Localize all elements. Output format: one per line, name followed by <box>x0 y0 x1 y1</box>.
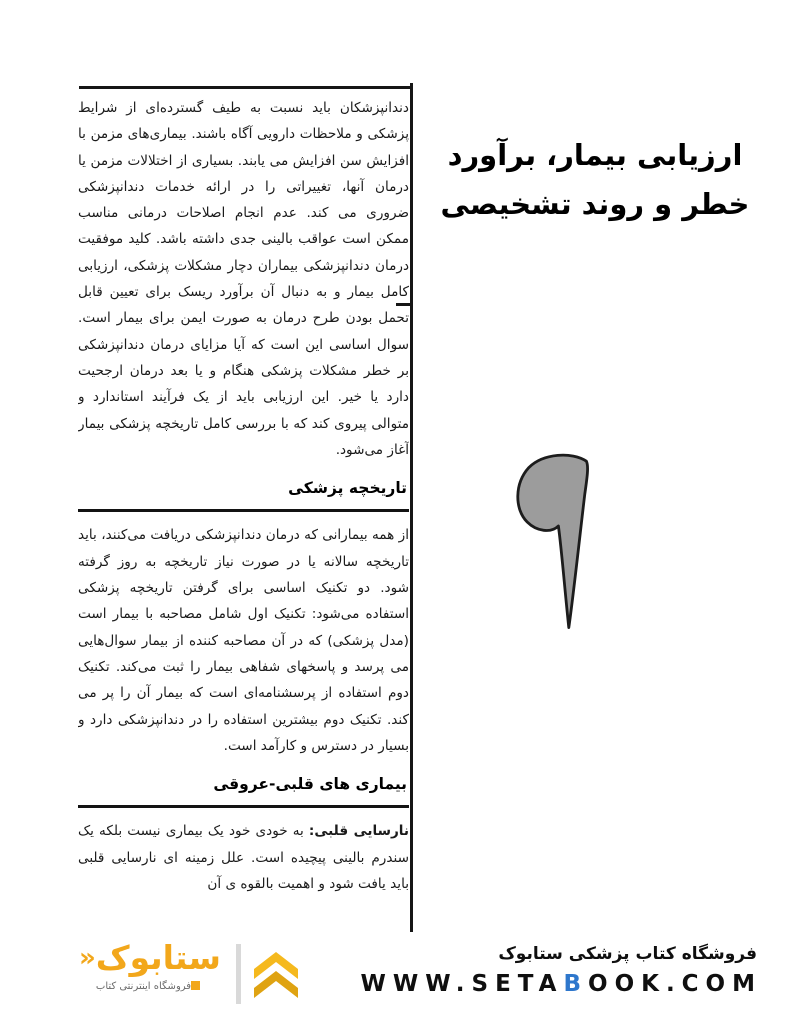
footer-website <box>361 971 762 997</box>
vertical-divider-rule <box>410 83 413 932</box>
website-prefix: WWW.SETA <box>360 971 564 997</box>
website-suffix: OOK.COM <box>588 971 762 997</box>
setabook-logo-wordmark <box>74 938 226 978</box>
logo-text: ستابوک <box>95 938 221 977</box>
heart-failure-text: به خودی خود یک بیماری نیست بلکه یک سندرم بالینی پیچیده است. علل زمینه ای نارسایی قلبی باید یافت شود و اهمیت بالقوه ی آن <box>78 823 409 893</box>
paragraph-medical-history: از همه بیمارانی که درمان دندانپزشکی دریافت می‌کنند، باید تاریخچه سالانه یا در صورت نیاز تاریخچه به روز گرفته شود. دو تکنیک اساسی برای گرفتن تاریخچه پزشکی استفاده می‌شود: تکنیک اول شامل مصاحبه با بیمار است (مدل پزشکی) که در آن مصاحبه کننده از بیمار سوال‌هایی می پرسد و پاسخهای شفاهی بیمار را ثبت می‌کند. تکنیک دوم استفاده از پرسشنامه‌ای است که بیمار آن را پر می کند. تکنیک دوم بیشترین استفاده را در دندانپزشکی دارد و بسیار در دسترس و کارآمد است. <box>78 527 409 754</box>
section-heading-cardiovascular: بیماری های قلبی-عروقی <box>78 767 409 808</box>
heart-failure-lead: نارسایی قلبی: <box>308 823 409 840</box>
logo-subtext-label: فروشگاه اینترنتی کتاب <box>95 981 192 992</box>
footer-store-name: فروشگاه کتاب پزشکی ستابوک <box>498 944 757 964</box>
website-b-letter: B <box>563 971 589 997</box>
chevron-stack-icon <box>252 948 300 1002</box>
paragraph-heart-failure <box>78 818 409 897</box>
chapter-number <box>516 448 596 636</box>
chapter-title <box>420 131 770 229</box>
footer-divider-bar <box>236 944 241 1004</box>
logo-subtext <box>74 981 226 992</box>
chapter-title-line1: ارزیابی بیمار، برآورد <box>447 138 743 172</box>
chapter-title-line2: خطر و روند تشخیصی <box>440 187 750 221</box>
paragraph-intro: دندانپزشکان باید نسبت به طیف گسترده‌ای از شرایط پزشکی و ملاحظات دارویی آگاه باشند. بیماری‌های مزمن با افزایش سن افزایش می یابند. بسیاری از اختلالات مزمن یا درمان آنها، تغییراتی را در ارائه خدمات دندانپزشکی ضروری می کند. عدم انجام اصلاحات درمانی مناسب ممکن است عواقب بالینی جدی داشته باشد. کلید موفقیت درمان دندانپزشکی بیماران دچار مشکلات پزشکی، ارزیابی کامل بیمار و به دنبال آن برآورد ریسک برای تعیین قابل تحمل بودن طرح درمان به صورت ایمن برای بیمار است. سوال اساسی این است که آیا مزایای درمان دندانپزشکی بر خطر مشکلات پزشکی هنگام و یا بعد درمان ارجحیت دارد یا خیر. این ارزیابی باید از یک فرآیند استاندارد و متوالی پیروی کند که با بررسی کامل تاریخچه پزشکی بیمار آغاز می‌شود. <box>78 100 409 458</box>
logo-gold-square-icon <box>191 981 200 990</box>
chapter-number-glyph <box>516 448 596 636</box>
setabook-logo <box>74 938 226 992</box>
section-heading-medical-history: تاریخچه پزشکی <box>78 471 409 512</box>
body-text-column <box>78 95 409 933</box>
logo-chevron-mark: « <box>79 943 96 973</box>
top-horizontal-rule <box>79 86 412 89</box>
